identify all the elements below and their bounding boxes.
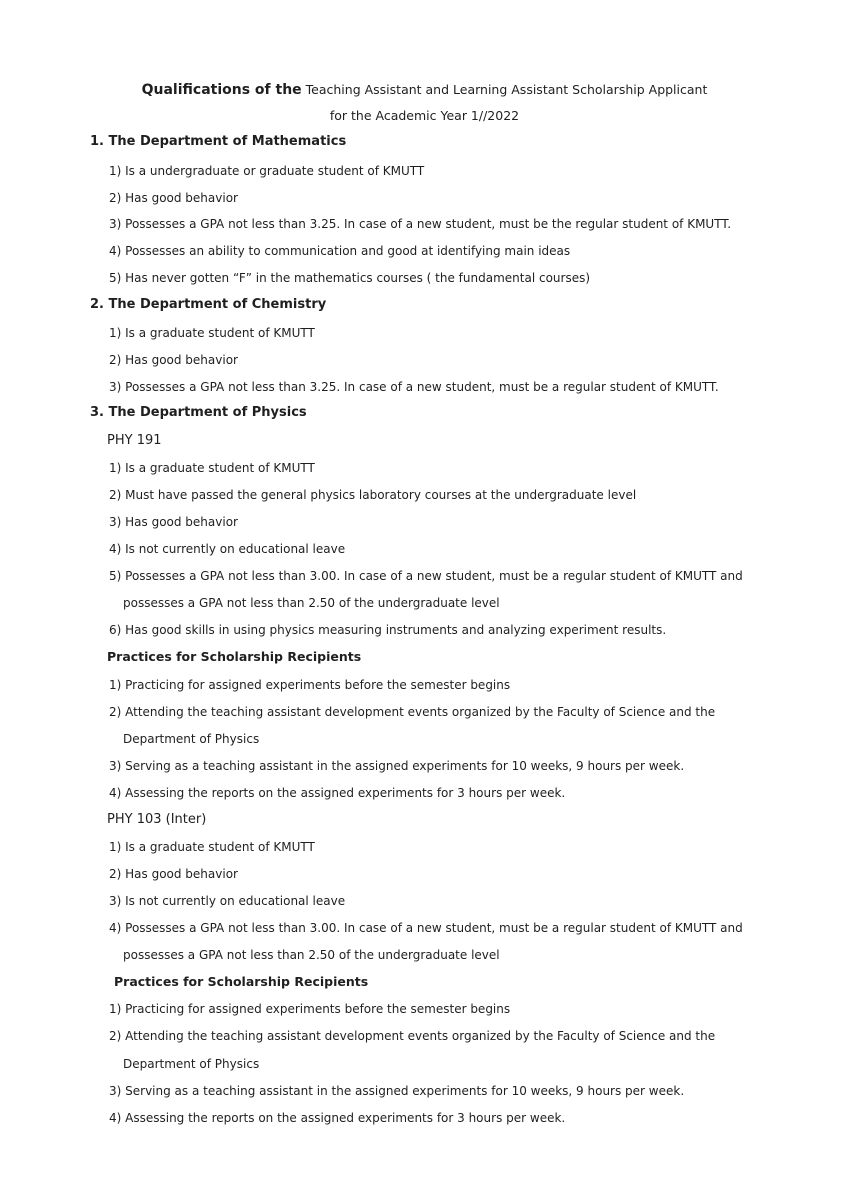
list-item: 1) Is a graduate student of KMUTT [109, 326, 315, 340]
list-item: 1) Is a graduate student of KMUTT [109, 461, 315, 475]
document-subtitle: for the Academic Year 1//2022 [329, 108, 520, 123]
list-item: 2) Attending the teaching assistant development events organized by the Faculty of Science and the [109, 1029, 716, 1043]
course-label-phy103: PHY 103 (Inter) [107, 812, 207, 827]
list-item: 1) Practicing for assigned experiments before the semester begins [109, 1002, 511, 1016]
practices-heading-phy103: Practices for Scholarship Recipients [114, 974, 369, 989]
list-item: 5) Possesses a GPA not less than 3.00. In case of a new student, must be a regular student of KMUTT and [109, 569, 743, 583]
section-heading-chemistry: 2. The Department of Chemistry [90, 297, 327, 312]
practices-heading-phy191: Practices for Scholarship Recipients [107, 649, 362, 664]
list-item-continuation: Department of Physics [123, 732, 260, 746]
list-item: 3) Has good behavior [109, 515, 238, 529]
list-item: 3) Serving as a teaching assistant in the assigned experiments for 10 weeks, 9 hours per week. [109, 759, 685, 773]
list-item: 4) Assessing the reports on the assigned experiments for 3 hours per week. [109, 786, 566, 800]
list-item: 3) Serving as a teaching assistant in the assigned experiments for 10 weeks, 9 hours per week. [109, 1084, 685, 1098]
course-label-phy191: PHY 191 [107, 433, 162, 448]
list-item: 2) Has good behavior [109, 353, 238, 367]
list-item: 1) Practicing for assigned experiments before the semester begins [109, 678, 511, 692]
title-rest: Teaching Assistant and Learning Assistant Scholarship Applicant [301, 82, 708, 97]
section-heading-mathematics: 1. The Department of Mathematics [90, 134, 347, 149]
list-item: 6) Has good skills in using physics measuring instruments and analyzing experiment results. [109, 623, 667, 637]
list-item: 3) Is not currently on educational leave [109, 894, 346, 908]
list-item: 5) Has never gotten “F” in the mathematics courses ( the fundamental courses) [109, 271, 591, 285]
list-item: 1) Is a undergraduate or graduate student of KMUTT [109, 164, 425, 178]
list-item: 4) Possesses an ability to communication and good at identifying main ideas [109, 244, 571, 258]
list-item-continuation: Department of Physics [123, 1057, 260, 1071]
list-item: 4) Possesses a GPA not less than 3.00. In case of a new student, must be a regular student of KMUTT and [109, 921, 743, 935]
section-heading-physics: 3. The Department of Physics [90, 405, 307, 420]
list-item: 2) Has good behavior [109, 191, 238, 205]
list-item-continuation: possesses a GPA not less than 2.50 of the undergraduate level [123, 596, 500, 610]
list-item: 3) Possesses a GPA not less than 3.25. In case of a new student, must be the regular student of KMUTT. [109, 217, 732, 231]
list-item: 4) Assessing the reports on the assigned experiments for 3 hours per week. [109, 1111, 566, 1125]
list-item: 4) Is not currently on educational leave [109, 542, 346, 556]
title-lead: Qualifications of the [141, 82, 302, 98]
list-item-continuation: possesses a GPA not less than 2.50 of the undergraduate level [123, 948, 500, 962]
list-item: 1) Is a graduate student of KMUTT [109, 840, 315, 854]
list-item: 2) Has good behavior [109, 867, 238, 881]
list-item: 2) Must have passed the general physics laboratory courses at the undergraduate level [109, 488, 637, 502]
list-item: 2) Attending the teaching assistant development events organized by the Faculty of Science and the [109, 705, 716, 719]
document-title [0, 81, 849, 99]
list-item: 3) Possesses a GPA not less than 3.25. In case of a new student, must be a regular student of KMUTT. [109, 380, 719, 394]
